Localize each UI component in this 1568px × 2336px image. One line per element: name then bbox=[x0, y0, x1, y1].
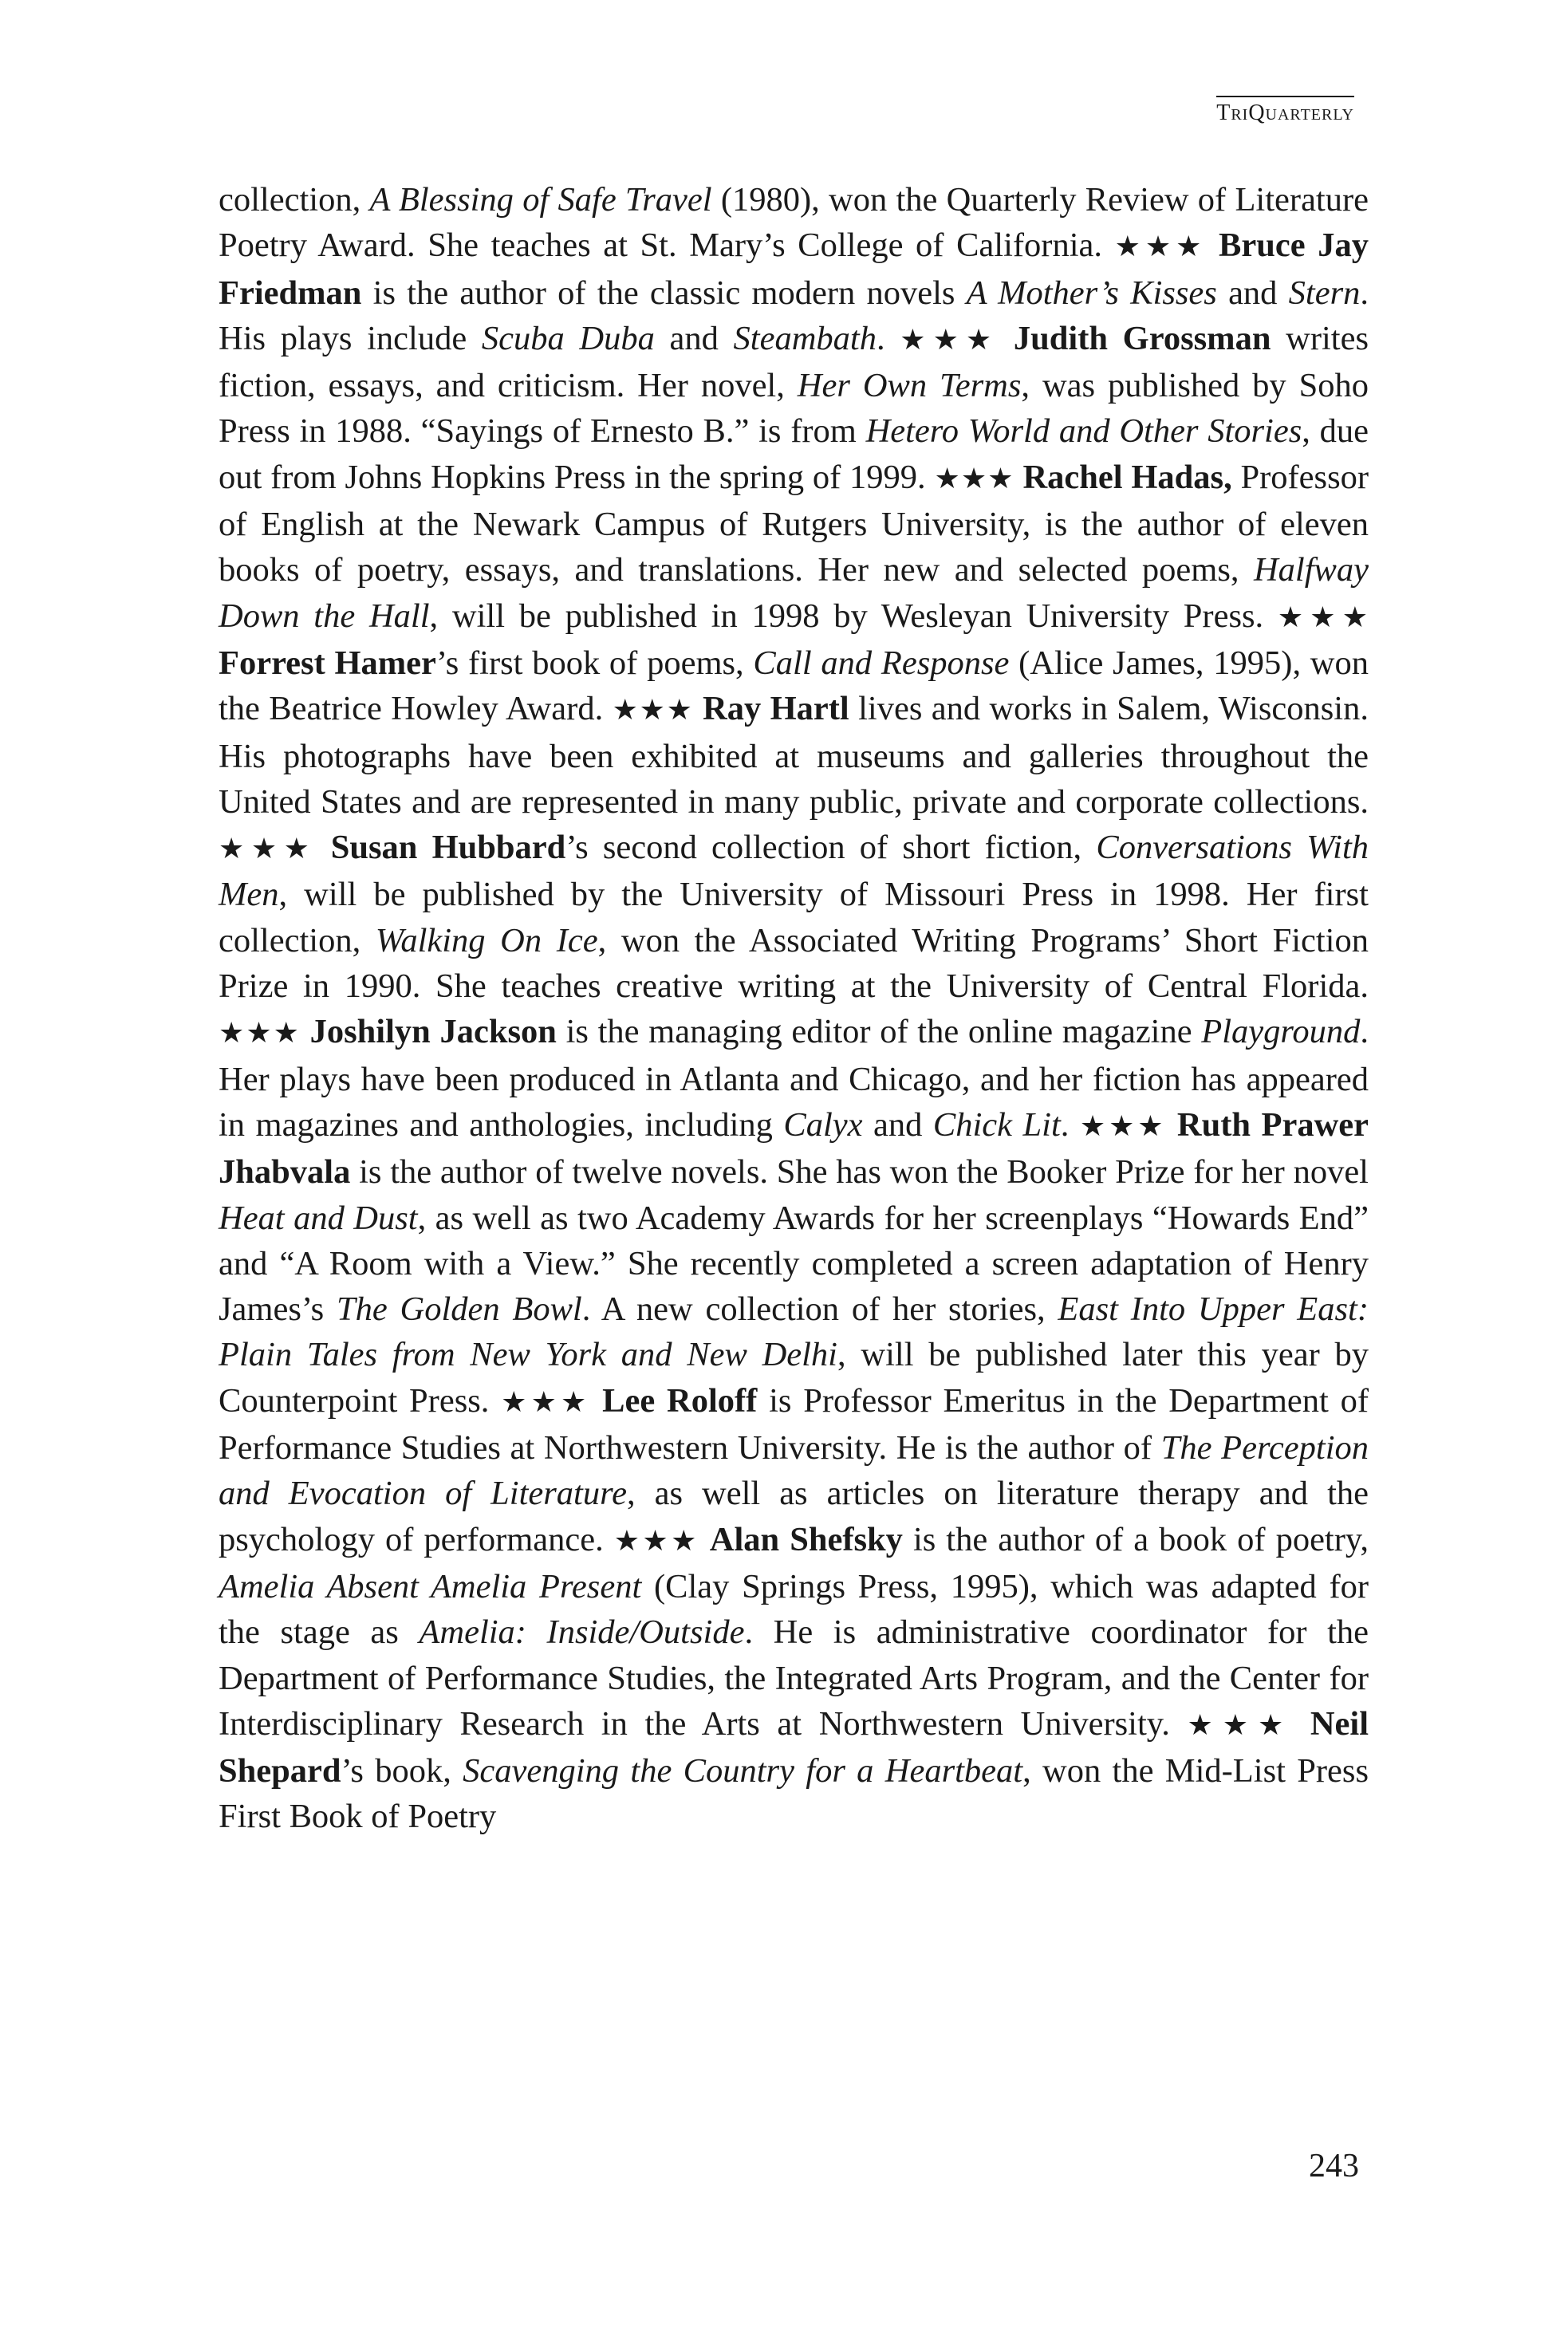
running-head: TriQuarterly bbox=[1216, 96, 1354, 126]
work-title: Walking On Ice bbox=[375, 921, 598, 959]
bio-text-segment: . He is administrative coordinator for the Department of Performance Studies, the Integrated Arts Program, and the Center for Interdisciplinary Research in the Arts at Northwestern University. bbox=[219, 1613, 1369, 1743]
work-title: Calyx bbox=[783, 1105, 863, 1144]
star-separator: ★★★ bbox=[1114, 230, 1207, 263]
work-title: Steambath bbox=[733, 319, 877, 357]
bio-text-segment: . bbox=[1060, 1105, 1080, 1144]
bio-text-segment: . His plays include bbox=[219, 274, 1369, 357]
work-title: Hetero World and Other Stories bbox=[865, 412, 1302, 451]
contributor-name: Joshilyn Jackson bbox=[309, 1013, 557, 1051]
bio-text-segment: is Professor Emeritus in the Department of Performance Studies at Northwestern University. He is the author of bbox=[219, 1381, 1369, 1467]
star-separator: ★★★ bbox=[1187, 1708, 1294, 1741]
work-title: A Blessing of Safe Travel bbox=[369, 181, 712, 219]
bio-text-segment: and bbox=[1216, 274, 1289, 312]
bio-text-segment: (Alice James, 1995), won the Beatrice Howley Award. bbox=[219, 644, 1369, 728]
star-separator: ★★★ bbox=[501, 1385, 591, 1418]
bio-text-segment: ’s second collection of short fiction, bbox=[565, 829, 1097, 867]
bio-text-segment: , will be published later this year by Counterpoint Press. bbox=[219, 1336, 1369, 1420]
bio-text-segment: . Her plays have been produced in Atlanta and Chicago, and her fiction has appeared in magazines and anthologies, including bbox=[219, 1013, 1369, 1144]
contributor-name: Forrest Hamer bbox=[219, 644, 436, 682]
work-title: Stern bbox=[1288, 274, 1361, 312]
contributor-name: Judith Grossman bbox=[1013, 319, 1271, 357]
bio-text-segment: is the author of a book of poetry, bbox=[902, 1520, 1369, 1558]
work-title: The Perception and Evocation of Literature bbox=[219, 1429, 1369, 1513]
bio-text-segment: . A new collection of her stories, bbox=[581, 1290, 1058, 1329]
bio-text-segment: and bbox=[862, 1105, 933, 1144]
work-title: Her Own Terms bbox=[797, 367, 1022, 405]
work-title: A Mother’s Kisses bbox=[966, 274, 1217, 312]
bio-text-segment: ’s book, bbox=[341, 1752, 463, 1790]
contributor-name: Ray Hartl bbox=[703, 690, 849, 728]
work-title: Amelia Absent Amelia Present bbox=[219, 1567, 642, 1605]
work-title: Chick Lit bbox=[932, 1105, 1061, 1144]
work-title: Scavenging the Country for a Heartbeat bbox=[463, 1752, 1023, 1790]
star-separator: ★★★ bbox=[1079, 1109, 1167, 1142]
bio-text-segment: writes fiction, essays, and criticism. Her novel, bbox=[219, 319, 1369, 405]
bio-text-segment: , won the Associated Writing Programs’ Short Fiction Prize in 1990. She teaches creative writing at the University of Central Florida. bbox=[219, 921, 1369, 1006]
bio-text-segment: . bbox=[876, 319, 900, 357]
work-title: Call and Response bbox=[753, 644, 1010, 682]
bio-text-segment: Professor of English at the Newark Campus of Rutgers University, is the author of eleven books of poetry, essays, and translations. Her new and selected poems, bbox=[219, 458, 1369, 589]
bio-text-segment: lives and works in Salem, Wisconsin. His photographs have been exhibited at museums and galleries throughout the United States and are represented in many public, private and corporate collections. bbox=[219, 690, 1369, 821]
work-title: Heat and Dust bbox=[219, 1199, 418, 1237]
work-title: The Golden Bowl bbox=[336, 1290, 582, 1329]
work-title: Playground bbox=[1201, 1013, 1361, 1051]
work-title: Halfway Down the Hall bbox=[219, 551, 1369, 635]
bio-text-segment: , due out from Johns Hopkins Press in the spring of 1999. bbox=[219, 412, 1369, 496]
bio-text-segment: ’s first book of poems, bbox=[435, 644, 754, 682]
bio-text-segment: , will be published by the University of Missouri Press in 1998. Her first collection, bbox=[219, 876, 1369, 959]
star-separator: ★★★ bbox=[1277, 601, 1369, 633]
bio-text-segment: (Clay Springs Press, 1995), which was adapted for the stage as bbox=[219, 1567, 1369, 1652]
bio-text-segment: collection, bbox=[219, 181, 370, 219]
work-title: Conversations With Men bbox=[219, 829, 1369, 914]
contributor-name: Neil Shepard bbox=[219, 1704, 1369, 1790]
contributor-name: Bruce Jay Friedman bbox=[219, 227, 1369, 312]
star-separator: ★★★ bbox=[219, 1017, 301, 1050]
star-separator: ★★★ bbox=[219, 833, 317, 865]
bio-text-segment: is the managing editor of the online magazine bbox=[556, 1013, 1202, 1051]
star-separator: ★★★ bbox=[934, 462, 1014, 494]
work-title: Amelia: Inside/Outside bbox=[419, 1613, 745, 1652]
contributor-notes-body bbox=[219, 177, 1369, 1840]
contributor-name: Ruth Prawer Jhabvala bbox=[219, 1105, 1369, 1192]
bio-text-segment: , as well as articles on literature therapy and the psychology of performance. bbox=[219, 1475, 1369, 1558]
star-separator: ★★★ bbox=[612, 694, 694, 727]
contributor-name: Lee Roloff bbox=[602, 1381, 758, 1420]
bio-text-segment: , won the Mid-List Press First Book of Poetry bbox=[219, 1752, 1369, 1836]
bio-text-segment: , will be published in 1998 by Wesleyan University Press. bbox=[429, 597, 1278, 635]
star-separator: ★★★ bbox=[900, 323, 999, 356]
page-number: 243 bbox=[1309, 2148, 1359, 2184]
work-title: Scuba Duba bbox=[481, 319, 655, 357]
contributor-name: Rachel Hadas, bbox=[1022, 458, 1232, 496]
bio-text-segment: and bbox=[654, 319, 734, 357]
bio-text-segment: (1980), won the Quarterly Review of Literature Poetry Award. She teaches at St. Mary’s College of California. bbox=[219, 181, 1369, 265]
bio-text-segment: , was published by Soho Press in 1988. “Sayings of Ernesto B.” is from bbox=[219, 367, 1369, 451]
contributor-name: Alan Shefsky bbox=[709, 1520, 903, 1558]
bio-text-segment: is the author of the classic modern novels bbox=[361, 274, 967, 312]
work-title: East Into Upper East: Plain Tales from New York and New Delhi bbox=[219, 1290, 1369, 1374]
star-separator: ★★★ bbox=[613, 1524, 699, 1557]
bio-text-segment: , as well as two Academy Awards for her screenplays “Howards End” and “A Room with a View.” She recently completed a screen adaptation of Henry James’s bbox=[219, 1199, 1369, 1329]
bio-text-segment: is the author of twelve novels. She has won the Booker Prize for her novel bbox=[350, 1153, 1369, 1192]
contributor-name: Susan Hubbard bbox=[330, 829, 566, 867]
